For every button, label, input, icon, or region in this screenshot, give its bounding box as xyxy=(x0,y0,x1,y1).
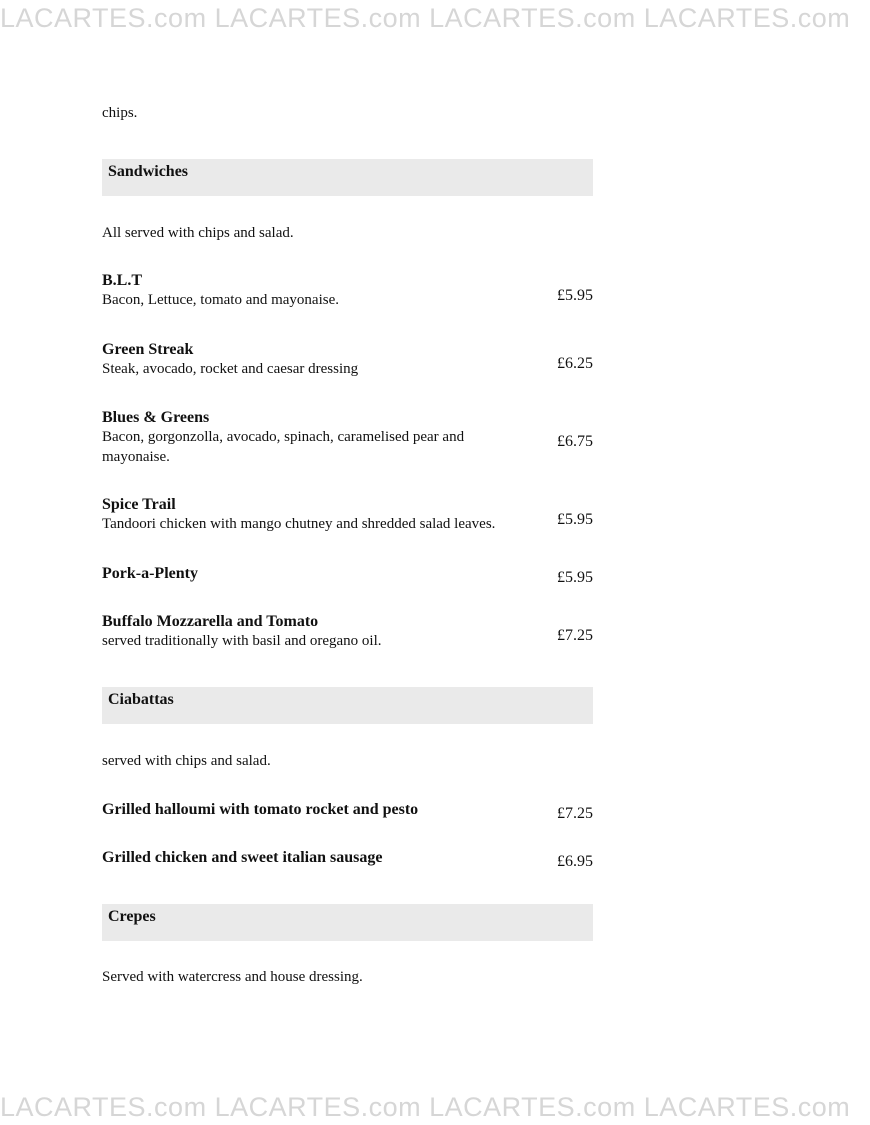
menu-item-price: £6.95 xyxy=(557,853,593,870)
menu-item-name: Blues & Greens xyxy=(102,409,210,426)
section-title-crepes: Crepes xyxy=(108,908,156,925)
menu-item-blt xyxy=(102,271,593,310)
menu-item-name: Grilled chicken and sweet italian sausage xyxy=(102,849,383,866)
menu-item-price: £5.95 xyxy=(557,569,593,586)
section-header-ciabattas xyxy=(102,687,593,724)
menu-item-price: £5.95 xyxy=(557,511,593,528)
crepes-note: Served with watercress and house dressing. xyxy=(102,969,363,985)
menu-item-desc: Steak, avocado, rocket and caesar dressing xyxy=(102,361,359,377)
section-header-crepes xyxy=(102,904,593,941)
menu-item-name: Pork-a-Plenty xyxy=(102,565,198,582)
menu-item-price: £6.75 xyxy=(557,433,593,450)
menu-item-buffalo-mozzarella xyxy=(102,612,593,651)
watermark-bottom: LACARTES.com LACARTES.com LACARTES.com LACARTES.com xyxy=(0,1094,851,1121)
menu-item-desc: Bacon, Lettuce, tomato and mayonaise. xyxy=(102,292,340,308)
sandwiches-note: All served with chips and salad. xyxy=(102,225,294,241)
intro-fragment: chips. xyxy=(102,105,138,121)
section-title-ciabattas: Ciabattas xyxy=(108,691,174,708)
menu-item-pork-a-plenty xyxy=(102,564,593,586)
menu-item-desc: served traditionally with basil and oregano oil. xyxy=(102,633,382,649)
menu-item-name: Grilled halloumi with tomato rocket and pesto xyxy=(102,801,419,818)
menu-item-name: Green Streak xyxy=(102,341,194,358)
menu-item-price: £6.25 xyxy=(557,355,593,372)
section-title-sandwiches: Sandwiches xyxy=(108,163,189,180)
menu-item-grilled-halloumi xyxy=(102,800,593,822)
ciabattas-note: served with chips and salad. xyxy=(102,753,271,769)
watermark-top: LACARTES.com LACARTES.com LACARTES.com LACARTES.com xyxy=(0,5,851,32)
menu-item-name: Spice Trail xyxy=(102,496,176,513)
menu-item-blues-greens xyxy=(102,408,593,467)
menu-item-name: Buffalo Mozzarella and Tomato xyxy=(102,613,319,630)
menu-item-price: £7.25 xyxy=(557,627,593,644)
menu-item-green-streak xyxy=(102,340,593,379)
menu-item-desc: Tandoori chicken with mango chutney and shredded salad leaves. xyxy=(102,516,496,532)
section-header-sandwiches xyxy=(102,159,593,196)
menu-item-price: £7.25 xyxy=(557,805,593,822)
menu-item-grilled-chicken xyxy=(102,848,593,870)
menu-item-desc: Bacon, gorgonzolla, avocado, spinach, caramelised pear and mayonaise. xyxy=(102,429,465,465)
menu-item-name: B.L.T xyxy=(102,272,143,289)
menu-item-price: £5.95 xyxy=(557,287,593,304)
menu-item-spice-trail xyxy=(102,495,593,534)
